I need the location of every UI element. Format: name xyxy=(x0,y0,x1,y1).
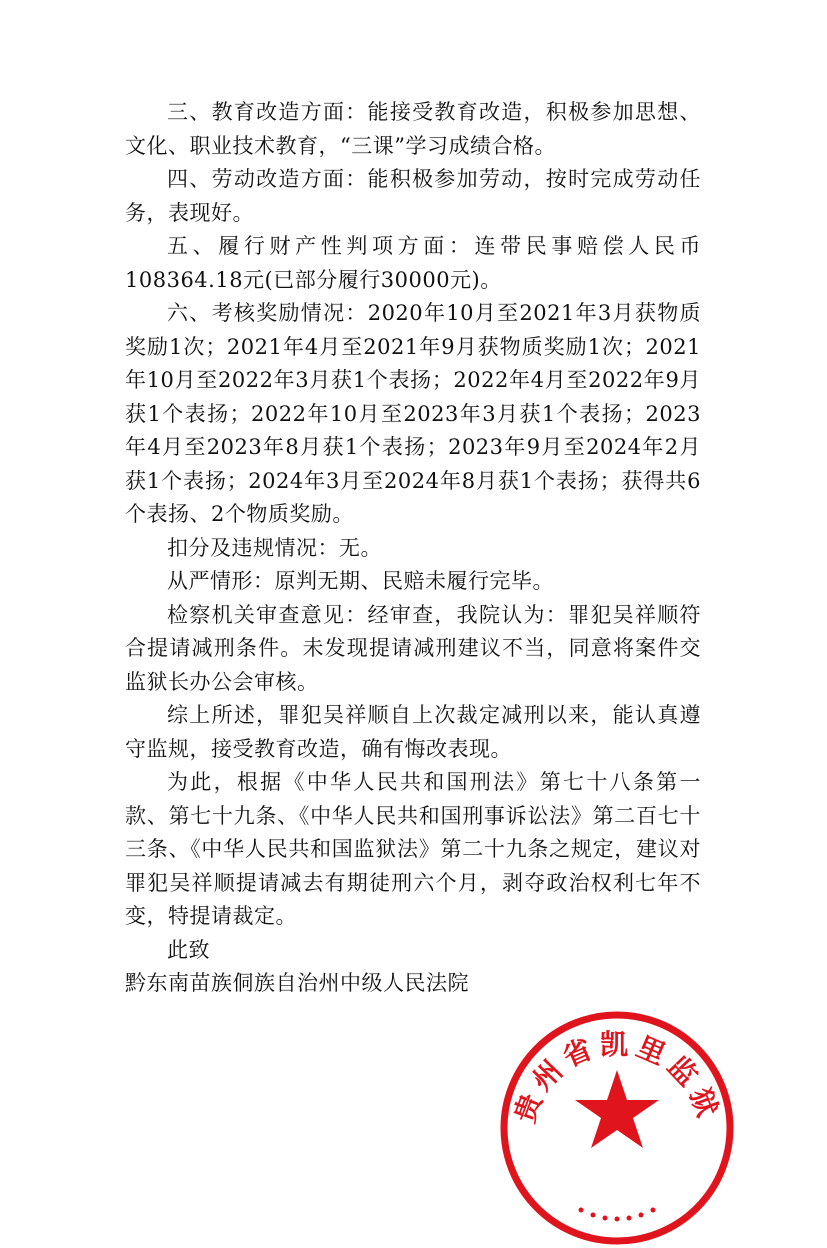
seal-star-icon xyxy=(575,1070,659,1148)
official-seal xyxy=(497,1008,737,1248)
document-body xyxy=(125,96,701,1001)
seal-dots xyxy=(579,1208,656,1222)
paragraph-labor: 四、劳动改造方面：能积极参加劳动，按时完成劳动任务，表现好。 xyxy=(125,167,701,225)
paragraph-summary: 综上所述，罪犯吴祥顺自上次裁定减刑以来，能认真遵守监规，接受教育改造，确有悔改表现。 xyxy=(125,703,701,761)
paragraph-deductions: 扣分及违规情况：无。 xyxy=(167,535,382,560)
addressee: 黔东南苗族侗族自治州中级人民法院 xyxy=(125,971,469,995)
paragraph-legal-basis: 为此，根据《中华人民共和国刑法》第七十八条第一款、第七十九条、《中华人民共和国刑事诉讼法》第二百七十三条、《中华人民共和国监狱法》第二十九条之规定，建议对罪犯吴祥顺提请减去有期徒刑六个月，剥夺政治权利七年不变，特提请裁定。 xyxy=(125,770,701,928)
paragraph-procuratorate-opinion: 检察机关审查意见：经审查，我院认为：罪犯吴祥顺符合提请减刑条件。未发现提请减刑建议不当，同意将案件交监狱长办公会审核。 xyxy=(125,602,701,694)
paragraph-salutation: 此致 xyxy=(167,937,210,962)
paragraph-rewards: 六、考核奖励情况：2020年10月至2021年3月获物质奖励1次；2021年4月至2021年9月获物质奖励1次；2021年10月至2022年3月获1个表扬；2022年4月至2022年9月获1个表扬；2022年10月至2023年3月获1个表扬；2023年4月至2023年8月获1个表扬；2023年9月至2024年2月获1个表扬；2024年3月至2024年8月获1个表扬；获得共6个表扬、2个物质奖励。 xyxy=(125,301,701,526)
seal-text: 贵州省凯里监狱 xyxy=(507,1027,727,1128)
paragraph-education: 三、教育改造方面：能接受教育改造，积极参加思想、文化、职业技术教育，“三课”学习成绩合格。 xyxy=(125,100,701,158)
paragraph-property-judgment: 五、履行财产性判项方面：连带民事赔偿人民币108364.18元(已部分履行30000元)。 xyxy=(125,234,701,292)
paragraph-strict-circumstances: 从严情形：原判无期、民赔未履行完毕。 xyxy=(167,569,554,593)
